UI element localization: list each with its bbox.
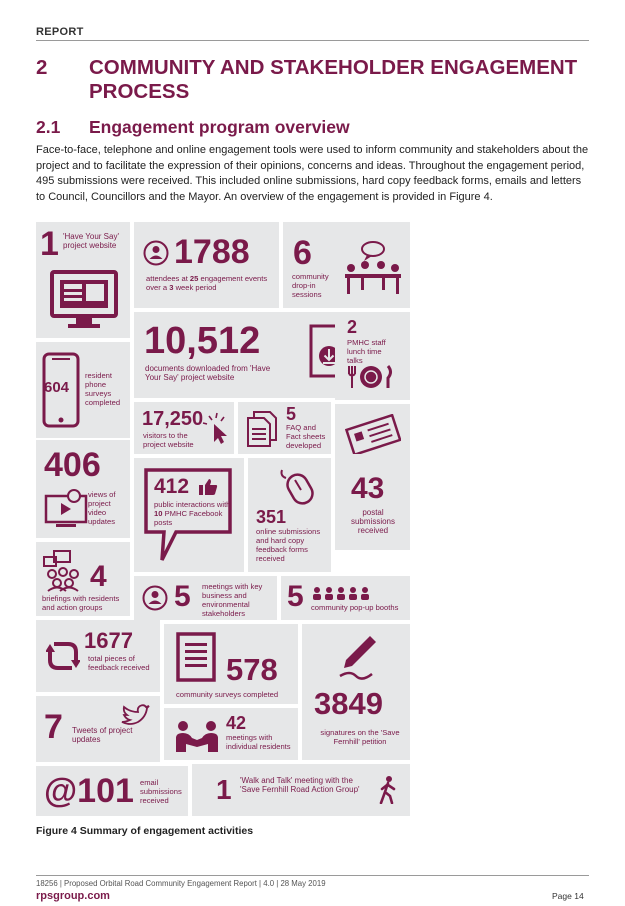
subsection-number: 2.1 — [36, 117, 61, 137]
walk-count: 1 — [216, 774, 232, 805]
documents-icon — [246, 410, 278, 448]
postal-count: 43 — [351, 472, 385, 505]
footer-divider — [36, 875, 589, 876]
email-label: email submissions received — [140, 778, 182, 805]
meeting-table-icon — [343, 240, 403, 298]
dropin-count: 6 — [293, 234, 312, 272]
email-count: @101 — [44, 772, 134, 810]
bird-icon — [120, 704, 150, 728]
person-icon — [142, 585, 168, 611]
facebook-count: 412 — [154, 475, 190, 498]
downloads-label: documents downloaded from 'Have Your Say' project website — [145, 364, 271, 382]
thumbs-up-icon — [198, 478, 218, 496]
tweets-label: Tweets of project updates — [72, 726, 133, 744]
walking-icon — [378, 776, 398, 804]
tile-postal — [335, 404, 410, 550]
popup-count: 5 — [287, 580, 304, 613]
tile-visitors-box — [134, 402, 234, 454]
tile-business — [134, 576, 277, 620]
cursor-click-icon — [202, 412, 230, 446]
tile-briefings — [36, 542, 130, 616]
video-label: views of project video updates — [88, 490, 116, 526]
faq-label: FAQ and Fact sheets developed — [286, 423, 326, 450]
visitors-label: visitors to the project website — [143, 431, 194, 449]
attendees-label: attendees at 25 engagement events over a 3 week period — [146, 274, 268, 292]
tile-signatures — [302, 624, 410, 760]
group-chat-icon — [42, 550, 84, 592]
postal-label: postal submissions received — [350, 508, 395, 535]
dropin-label: community drop-in sessions — [292, 272, 329, 299]
business-count: 5 — [174, 580, 191, 613]
faq-count: 5 — [286, 404, 297, 424]
tile-individual — [164, 708, 298, 760]
subsection-title: Engagement program overview — [89, 117, 350, 137]
pen-icon — [336, 634, 380, 682]
people-row-icon — [311, 586, 371, 600]
section-number: 2 — [36, 56, 48, 79]
individual-label: meetings with individual residents — [226, 733, 291, 751]
mouse-icon — [278, 466, 320, 506]
surveys-label: community surveys completed — [176, 690, 279, 699]
figure-caption: Figure 4 Summary of engagement activities — [36, 825, 254, 837]
tile-attendees — [134, 222, 279, 308]
popup-label: community pop-up booths — [311, 603, 399, 612]
feedback-count: 1677 — [84, 628, 133, 653]
tile-tweets — [36, 696, 160, 762]
phone-count: 604 — [44, 379, 70, 396]
monitor-icon — [50, 270, 118, 330]
briefings-count: 4 — [90, 560, 107, 593]
online-submissions-label: online submissions and hard copy feedback forms received — [256, 527, 321, 563]
body-paragraph: Face-to-face, telephone and online engagement tools were used to inform community and stakeholders about the project and to facilitate the expression of their opinions, concerns and ideas. Throughout the engagement period, 495 submissions were received. This included online submissions, hard copy feedback forms, emails and letters to Council, Councillors and the Mayor. An overview of the engagement is provided in Figure 4. — [36, 144, 589, 203]
tile-walk — [192, 764, 410, 816]
facebook-label: public interactions with 10 PMHC Facebook posts — [154, 500, 231, 527]
report-label: REPORT — [36, 26, 84, 38]
downloads-count: 10,512 — [144, 320, 261, 362]
handshake-icon — [174, 720, 220, 752]
engagement-infographic — [36, 222, 410, 816]
tile-faq — [238, 402, 331, 454]
lunch-talks-label: PMHC staff lunch time talks — [347, 338, 386, 365]
tile-feedback — [36, 620, 160, 692]
footer-website: rpsgroup.com — [36, 890, 110, 902]
page-number: Page 14 — [552, 891, 584, 901]
cutlery-icon — [345, 364, 395, 390]
walk-label: 'Walk and Talk' meeting with the 'Save Fernhill Road Action Group' — [240, 776, 360, 794]
tile-surveys — [164, 624, 298, 704]
website-label: 'Have Your Say' project website — [63, 232, 119, 250]
surveys-count: 578 — [226, 652, 278, 687]
phone-label: resident phone surveys completed — [85, 371, 121, 407]
tile-popup — [281, 576, 410, 620]
tile-website — [36, 222, 130, 338]
person-icon — [143, 240, 169, 266]
footer-reference: 18256 | Proposed Orbital Road Community Engagement Report | 4.0 | 28 May 2019 — [36, 879, 326, 888]
business-label: meetings with key business and environmental stakeholders — [202, 582, 263, 618]
tile-downloads — [134, 312, 367, 398]
clipboard-icon — [176, 632, 216, 682]
tile-video-box — [36, 440, 130, 538]
lunch-talks-count: 2 — [347, 317, 358, 337]
tile-facebook — [134, 458, 244, 572]
video-icon — [44, 488, 88, 530]
section-title: COMMUNITY AND STAKEHOLDER ENGAGEMENT PROCESS — [89, 56, 578, 103]
header-divider — [36, 40, 589, 41]
envelope-icon — [345, 414, 401, 454]
tile-email — [36, 766, 188, 816]
refresh-icon — [46, 636, 80, 676]
tile-phone — [36, 342, 130, 438]
tile-staff-lunch — [335, 312, 410, 400]
attendees-count: 1788 — [174, 233, 250, 271]
tile-online-submissions — [248, 458, 331, 572]
signatures-count: 3849 — [314, 686, 383, 721]
online-submissions-count: 351 — [256, 507, 287, 527]
feedback-label: total pieces of feedback received — [88, 654, 150, 672]
tile-dropin — [283, 222, 410, 308]
briefings-label: briefings with residents and action groups — [42, 594, 120, 612]
website-count: 1 — [40, 225, 59, 263]
visitors-count: 17,250 — [142, 408, 204, 430]
signatures-label: signatures on the 'Save Fernhill' petition — [320, 728, 400, 746]
tweets-count: 7 — [44, 708, 63, 746]
individual-count: 42 — [226, 713, 247, 733]
video-count: 406 — [44, 446, 101, 484]
